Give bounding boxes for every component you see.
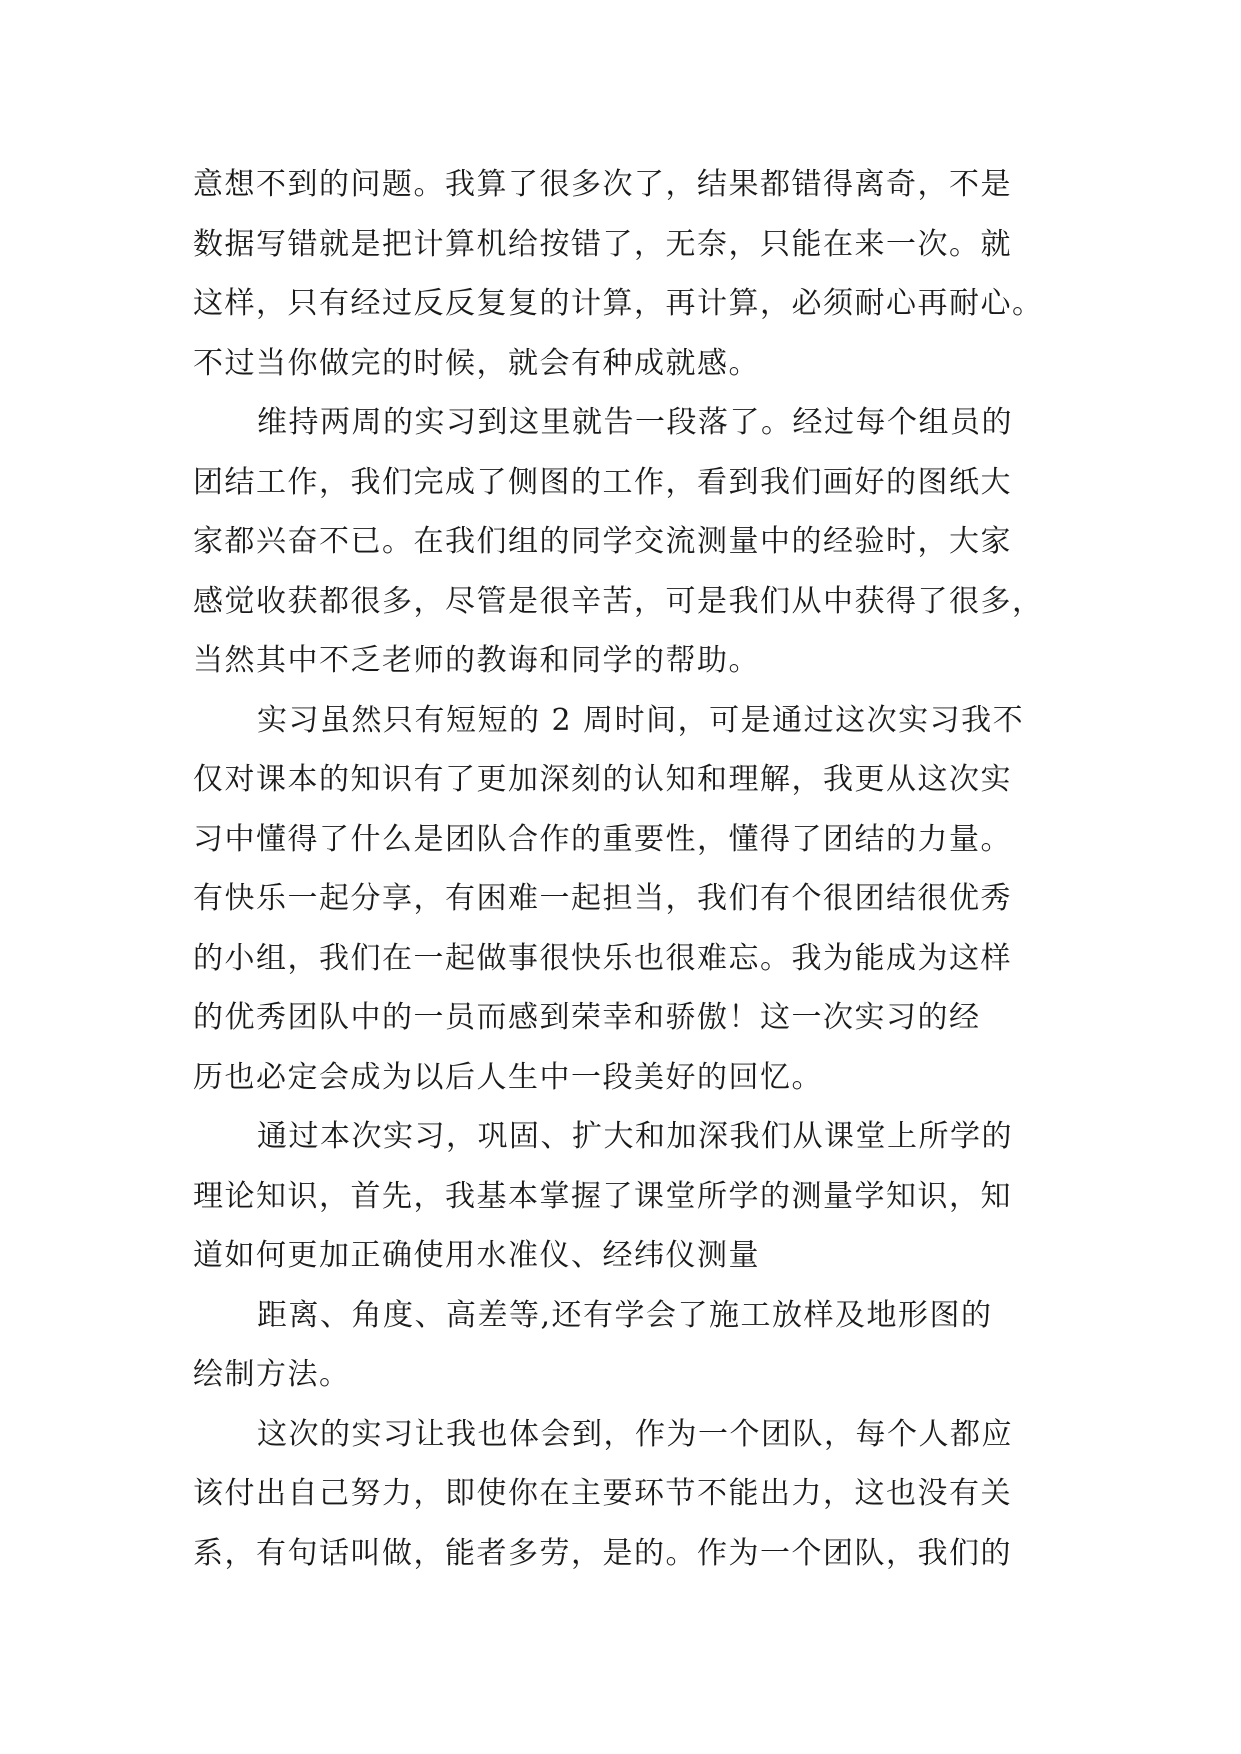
text-line: 家都兴奋不已。在我们组的同学交流测量中的经验时，大家 xyxy=(193,524,1012,559)
text-line: 该付出自己努力，即使你在主要环节不能出力，这也没有关 xyxy=(193,1476,1012,1511)
paragraph xyxy=(193,1405,1073,1584)
text-line: 意想不到的问题。我算了很多次了，结果都错得离奇，不是 xyxy=(193,167,1012,202)
text-line: 道如何更加正确使用水准仪、经纬仪测量 xyxy=(193,1238,760,1273)
text-line: 实习虽然只有短短的 2 周时间，可是通过这次实习我不 xyxy=(257,702,1025,738)
text-line: 距离、角度、高差等,还有学会了施工放样及地形图的 xyxy=(257,1297,993,1333)
paragraph xyxy=(193,1286,1073,1405)
text-line: 当然其中不乏老师的教诲和同学的帮助。 xyxy=(193,643,760,678)
text-line: 系，有句话叫做，能者多劳，是的。作为一个团队，我们的 xyxy=(193,1535,1012,1571)
text-line: 这次的实习让我也体会到，作为一个团队，每个人都应 xyxy=(257,1416,1013,1452)
text-line: 的小组，我们在一起做事很快乐也很难忘。我为能成为这样 xyxy=(193,940,1012,976)
text-line: 历也必定会成为以后人生中一段美好的回忆。 xyxy=(193,1059,823,1095)
paragraph xyxy=(193,155,1073,393)
text-line: 感觉收获都很多，尽管是很辛苦，可是我们从中获得了很多， xyxy=(193,583,1044,619)
text-line: 不过当你做完的时候，就会有种成就感。 xyxy=(193,345,760,381)
document-body xyxy=(193,155,1073,1583)
paragraph xyxy=(193,393,1073,691)
paragraph xyxy=(193,1107,1073,1286)
text-line: 绘制方法。 xyxy=(193,1357,351,1392)
paragraph xyxy=(193,691,1073,1108)
text-line: 维持两周的实习到这里就告一段落了。经过每个组员的 xyxy=(257,405,1013,440)
text-line: 通过本次实习，巩固、扩大和加深我们从课堂上所学的 xyxy=(257,1119,1013,1154)
text-line: 有快乐一起分享，有困难一起担当，我们有个很团结很优秀 xyxy=(193,881,1012,916)
text-line: 数据写错就是把计算机给按错了，无奈，只能在来一次。就 xyxy=(193,226,1012,262)
text-line: 习中懂得了什么是团队合作的重要性，懂得了团结的力量。 xyxy=(193,821,1012,857)
text-line: 理论知识，首先，我基本掌握了课堂所学的测量学知识，知 xyxy=(193,1178,1012,1214)
text-line: 团结工作，我们完成了侧图的工作，看到我们画好的图纸大 xyxy=(193,464,1012,500)
text-line: 仅对课本的知识有了更加深刻的认知和理解，我更从这次实 xyxy=(193,762,1012,797)
text-line: 这样，只有经过反反复复的计算，再计算，必须耐心再耐心。 xyxy=(193,286,1044,321)
text-line: 的优秀团队中的一员而感到荣幸和骄傲！这一次实习的经 xyxy=(193,1000,981,1035)
